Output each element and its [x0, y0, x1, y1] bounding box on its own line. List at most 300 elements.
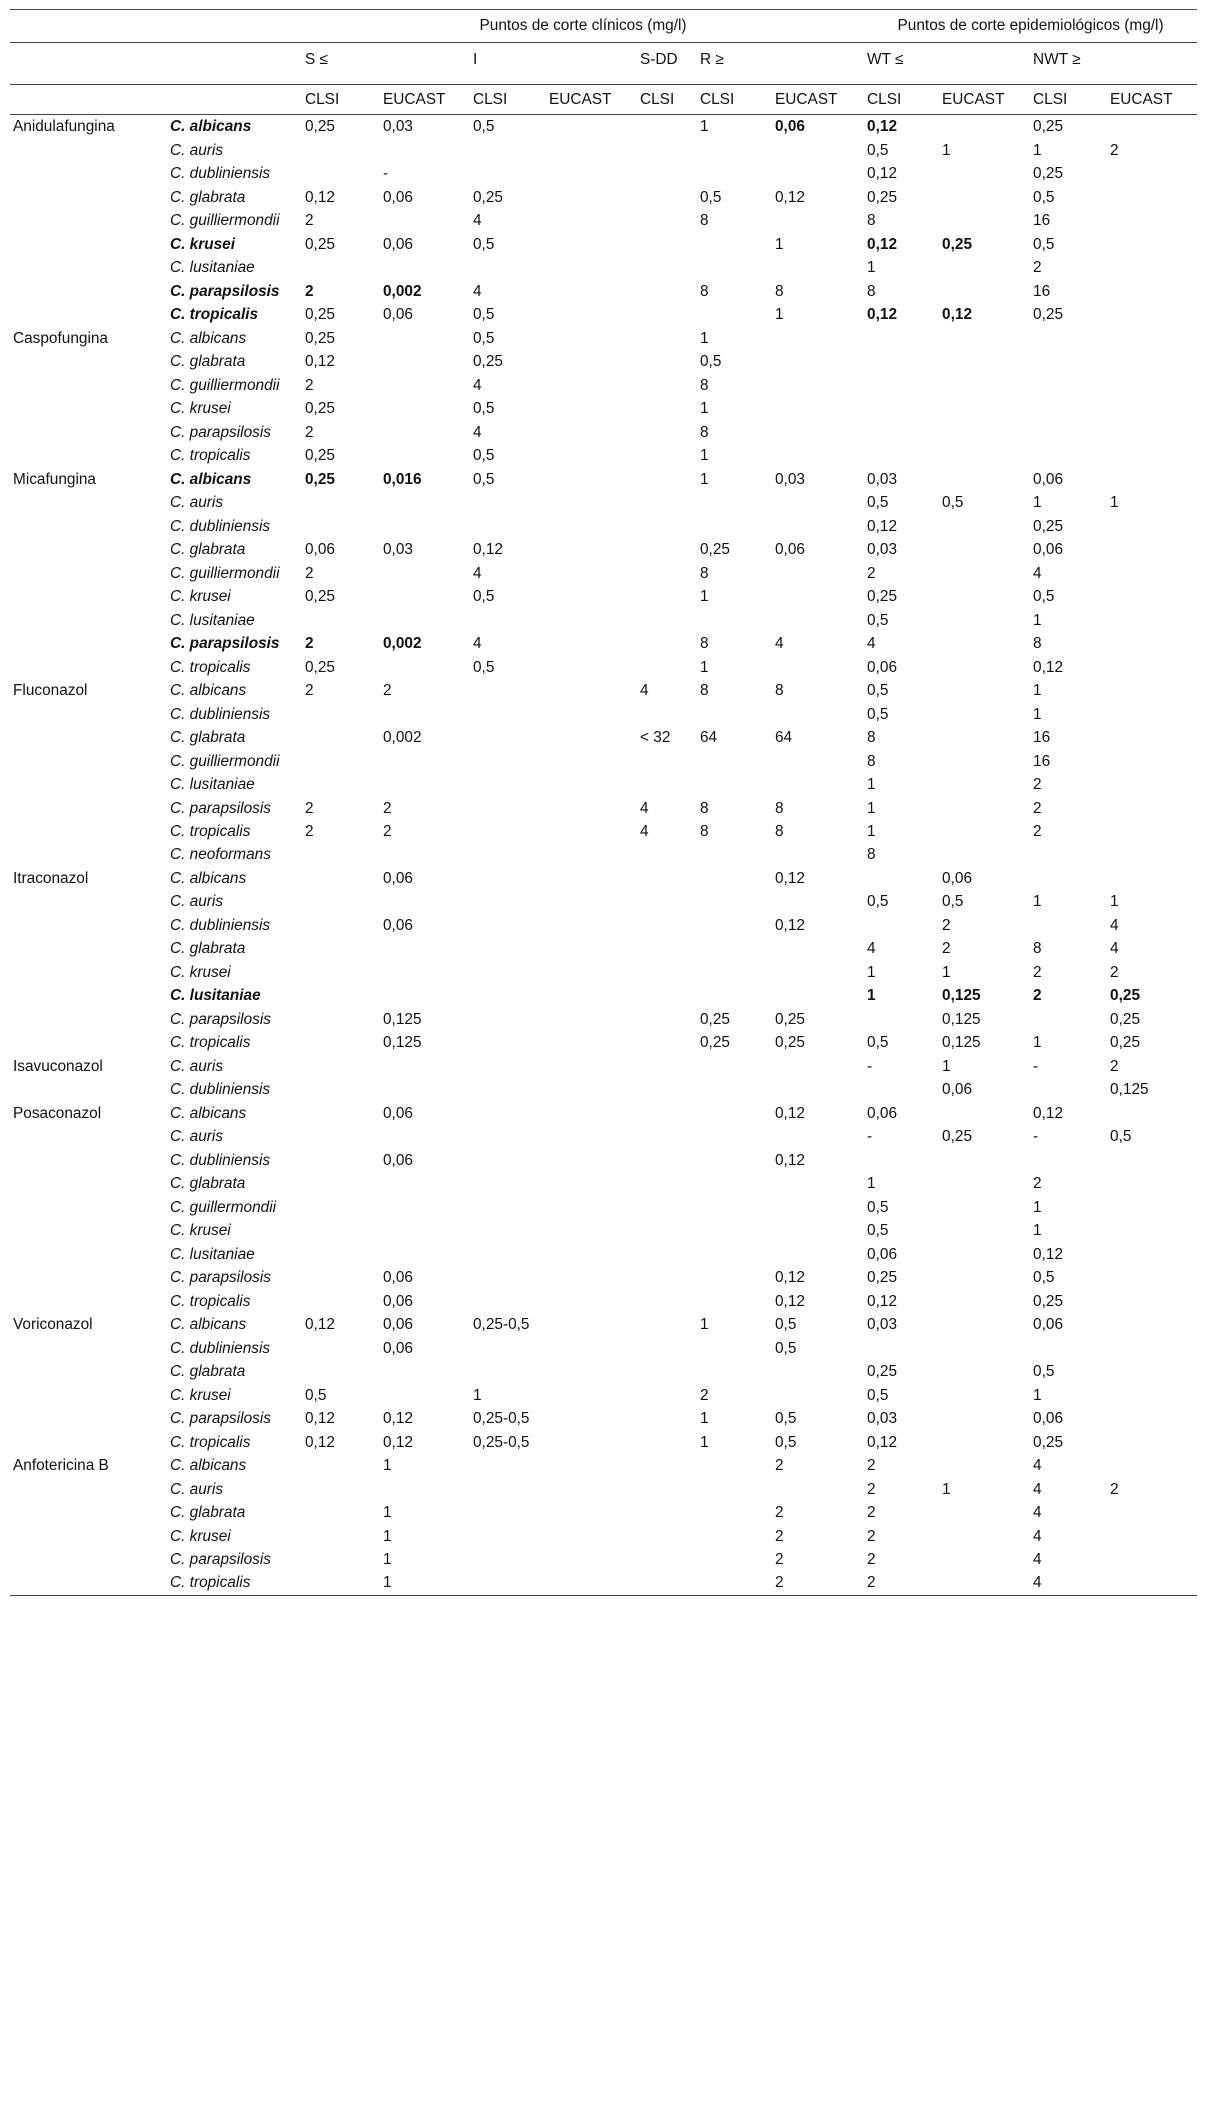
breakpoint-value: 4 [1030, 1571, 1107, 1595]
table-row [10, 867, 1197, 890]
header-lab: EUCAST [380, 84, 470, 114]
drug-name [10, 256, 167, 279]
breakpoint-value: 0,5 [867, 611, 889, 629]
drug-name: Anfotericina B [13, 1457, 109, 1475]
species-name: C. albicans [170, 682, 247, 700]
breakpoint-value [697, 1360, 772, 1383]
breakpoint-value [637, 1548, 697, 1571]
breakpoint-value [1107, 773, 1197, 796]
breakpoint-value [546, 115, 637, 139]
table-row [10, 468, 1197, 491]
breakpoint-value: 0,12 [775, 1269, 805, 1287]
table-row [10, 1431, 1197, 1454]
breakpoint-value: 2 [1110, 963, 1119, 981]
drug-name [10, 1243, 167, 1266]
breakpoint-value: 1 [867, 987, 876, 1005]
species-name: C. auris [170, 141, 224, 159]
breakpoint-value [302, 1571, 380, 1595]
breakpoint-value [546, 632, 637, 655]
table-row [10, 656, 1197, 679]
table-row [10, 397, 1197, 420]
breakpoint-value: 1 [700, 1433, 709, 1451]
breakpoint-value [939, 1149, 1030, 1172]
breakpoint-value: 0,5 [867, 1034, 889, 1052]
breakpoint-value [470, 139, 546, 162]
breakpoint-value: 0,25 [867, 1363, 898, 1381]
breakpoint-value: 2 [775, 1504, 784, 1522]
breakpoint-value [1107, 233, 1197, 256]
breakpoint-value [380, 209, 470, 232]
breakpoint-value: 0,125 [383, 1010, 422, 1028]
breakpoint-value: 0,12 [383, 1433, 413, 1451]
breakpoint-value [380, 491, 470, 514]
breakpoint-value [697, 162, 772, 185]
header-row-categories [10, 43, 1197, 84]
breakpoint-value: 0,125 [942, 1010, 981, 1028]
species-name: C. guilliermondii [170, 212, 280, 230]
species-name: C. parapsilosis [170, 423, 271, 441]
breakpoint-value [470, 1525, 546, 1548]
breakpoint-value [302, 843, 380, 866]
breakpoint-value: 2 [1033, 963, 1042, 981]
breakpoint-value: 1 [700, 400, 709, 418]
table-row [10, 1266, 1197, 1289]
breakpoint-value [470, 703, 546, 726]
breakpoint-value [939, 1243, 1030, 1266]
drug-name [10, 1525, 167, 1548]
breakpoint-value [697, 843, 772, 866]
breakpoint-value [546, 679, 637, 702]
breakpoint-value: 0,5 [775, 1410, 797, 1428]
breakpoint-value: 0,5 [867, 1198, 889, 1216]
species-name: C. glabrata [170, 541, 246, 559]
table-row [10, 750, 1197, 773]
breakpoint-value [302, 1525, 380, 1548]
breakpoint-value: 0,5 [1033, 188, 1055, 206]
breakpoint-value [546, 843, 637, 866]
breakpoint-value [302, 162, 380, 185]
species-name: C. guilliermondii [170, 564, 280, 582]
breakpoint-value [546, 256, 637, 279]
breakpoint-value [546, 1384, 637, 1407]
table-row [10, 1102, 1197, 1125]
breakpoint-value: 0,06 [383, 188, 413, 206]
breakpoint-value [637, 1172, 697, 1195]
breakpoint-value [697, 1149, 772, 1172]
breakpoint-value [697, 1078, 772, 1101]
breakpoint-value [637, 444, 697, 467]
breakpoint-value [546, 1266, 637, 1289]
breakpoint-value [637, 890, 697, 913]
breakpoint-value: 0,12 [775, 1292, 805, 1310]
breakpoint-value [637, 397, 697, 420]
breakpoint-value [697, 703, 772, 726]
species-name: C. parapsilosis [170, 1269, 271, 1287]
drug-name [10, 773, 167, 796]
breakpoint-value [697, 1266, 772, 1289]
breakpoint-value: 8 [700, 564, 709, 582]
drug-name [10, 162, 167, 185]
drug-name [10, 397, 167, 420]
breakpoint-value [1107, 1313, 1197, 1336]
breakpoint-value [1030, 1008, 1107, 1031]
table-row [10, 444, 1197, 467]
breakpoint-value [302, 1125, 380, 1148]
breakpoint-value: 0,25 [867, 588, 898, 606]
breakpoint-value: 0,25 [305, 658, 335, 676]
breakpoint-value [302, 961, 380, 984]
breakpoint-value: 0,125 [942, 1034, 981, 1052]
breakpoint-value [697, 609, 772, 632]
breakpoint-value [772, 750, 864, 773]
breakpoint-value [546, 139, 637, 162]
breakpoint-value: 1 [1033, 611, 1042, 629]
species-name: C. tropicalis [170, 1292, 251, 1310]
drug-name [10, 609, 167, 632]
drug-name: Voriconazol [13, 1316, 93, 1334]
breakpoint-value [1107, 1219, 1197, 1242]
breakpoint-value [1107, 1337, 1197, 1360]
breakpoint-value: 2 [775, 1457, 784, 1475]
breakpoint-value: 0,002 [383, 282, 422, 300]
table-row [10, 562, 1197, 585]
breakpoint-value: 0,06 [942, 869, 973, 887]
breakpoint-value [546, 1102, 637, 1125]
breakpoint-value: 8 [775, 799, 784, 817]
table-row [10, 703, 1197, 726]
header-lab: CLSI [637, 84, 697, 114]
breakpoint-value: 4 [640, 682, 649, 700]
breakpoint-value [772, 139, 864, 162]
breakpoint-value [380, 1384, 470, 1407]
breakpoint-value: 0,25 [700, 541, 730, 559]
breakpoint-value [697, 867, 772, 890]
table-row [10, 115, 1197, 139]
breakpoint-value [939, 1196, 1030, 1219]
breakpoint-value [939, 256, 1030, 279]
breakpoint-value: 4 [1110, 940, 1119, 958]
table-body [10, 115, 1197, 1596]
breakpoint-value [546, 984, 637, 1007]
breakpoint-value [380, 1478, 470, 1501]
breakpoint-value [1107, 585, 1197, 608]
breakpoint-value: 0,5 [1033, 588, 1055, 606]
breakpoint-value [380, 350, 470, 373]
breakpoint-value: 1 [1110, 893, 1119, 911]
breakpoint-value [772, 773, 864, 796]
breakpoint-value: 0,03 [775, 470, 805, 488]
breakpoint-value: 0,5 [473, 118, 495, 136]
species-name: C. parapsilosis [170, 635, 280, 653]
breakpoint-value [637, 609, 697, 632]
breakpoint-value [637, 1078, 697, 1101]
table-row [10, 1172, 1197, 1195]
breakpoint-value [637, 1290, 697, 1313]
breakpoint-value: 64 [775, 729, 793, 747]
breakpoint-value: 0,5 [775, 1339, 797, 1357]
drug-name [10, 421, 167, 444]
breakpoint-value: 0,06 [1033, 1316, 1064, 1334]
breakpoint-value [302, 773, 380, 796]
breakpoint-value [1107, 256, 1197, 279]
breakpoint-value: 0,06 [383, 869, 413, 887]
breakpoint-value [302, 1172, 380, 1195]
breakpoint-value [939, 209, 1030, 232]
breakpoint-value: - [383, 165, 389, 183]
breakpoint-value [1107, 1571, 1197, 1595]
breakpoint-value: 2 [383, 682, 392, 700]
breakpoint-value [939, 444, 1030, 467]
breakpoint-value: 0,5 [473, 658, 495, 676]
breakpoint-value [939, 421, 1030, 444]
breakpoint-value: 2 [867, 1551, 876, 1568]
breakpoint-value [380, 703, 470, 726]
breakpoint-value [637, 303, 697, 326]
drug-name [10, 303, 167, 326]
breakpoint-value: 1 [775, 235, 784, 253]
breakpoint-value [939, 656, 1030, 679]
breakpoint-value: 4 [1033, 1504, 1042, 1522]
breakpoint-value [637, 1384, 697, 1407]
species-name: C. tropicalis [170, 447, 251, 465]
drug-name [10, 233, 167, 256]
breakpoint-value [772, 585, 864, 608]
table-row [10, 1078, 1197, 1101]
breakpoint-value [1107, 421, 1197, 444]
breakpoint-value [302, 1102, 380, 1125]
breakpoint-value [470, 820, 546, 843]
breakpoint-value: 0,06 [775, 541, 805, 559]
drug-name [10, 444, 167, 467]
table-row [10, 914, 1197, 937]
table-row [10, 1454, 1197, 1477]
breakpoints-table [10, 9, 1197, 1596]
breakpoint-value: 4 [473, 564, 482, 582]
table-row [10, 1478, 1197, 1501]
breakpoint-value [302, 1031, 380, 1054]
species-name: C. glabrata [170, 729, 246, 747]
breakpoint-value [546, 867, 637, 890]
breakpoint-value [864, 397, 939, 420]
breakpoint-value: 2 [1033, 822, 1042, 840]
breakpoint-value: 0,25 [1033, 1433, 1064, 1451]
drug-name [10, 703, 167, 726]
breakpoint-value [546, 1172, 637, 1195]
breakpoint-value [546, 937, 637, 960]
breakpoint-value: - [867, 1057, 873, 1075]
breakpoint-value: 2 [305, 376, 314, 394]
breakpoint-value: 2 [305, 635, 314, 653]
breakpoint-value [546, 609, 637, 632]
table-row [10, 679, 1197, 702]
breakpoint-value [302, 1454, 380, 1477]
breakpoint-value [470, 1125, 546, 1148]
breakpoint-value [939, 1337, 1030, 1360]
breakpoint-value [637, 656, 697, 679]
breakpoint-value: 4 [473, 282, 482, 300]
drug-name [10, 656, 167, 679]
breakpoint-value: 0,016 [383, 470, 422, 488]
breakpoint-value: 1 [1033, 141, 1042, 159]
breakpoint-value [772, 374, 864, 397]
drug-name [10, 890, 167, 913]
table-row [10, 491, 1197, 514]
breakpoint-value: 0,5 [867, 1386, 889, 1404]
breakpoint-value [697, 1172, 772, 1195]
table-row [10, 1384, 1197, 1407]
breakpoint-value: 8 [1033, 940, 1042, 958]
breakpoint-value [1030, 1078, 1107, 1101]
breakpoint-value [470, 609, 546, 632]
breakpoint-value: 0,25 [775, 1034, 805, 1052]
breakpoint-value [1107, 1196, 1197, 1219]
header-lab: EUCAST [939, 84, 1030, 114]
breakpoint-value [637, 937, 697, 960]
breakpoint-value: 4 [775, 635, 784, 653]
breakpoint-value [1107, 468, 1197, 491]
breakpoint-value: 8 [867, 752, 876, 770]
breakpoint-value: - [867, 1128, 873, 1146]
breakpoint-value [772, 444, 864, 467]
species-name: C. krusei [170, 588, 231, 606]
breakpoint-value [470, 1454, 546, 1477]
breakpoint-value: 1 [383, 1527, 392, 1545]
breakpoint-value: 0,5 [942, 893, 964, 911]
breakpoint-value [302, 1219, 380, 1242]
breakpoint-value [864, 1008, 939, 1031]
breakpoint-value [1107, 679, 1197, 702]
breakpoint-value: 0,12 [775, 916, 805, 934]
breakpoint-value [697, 1125, 772, 1148]
breakpoint-value: 0,5 [867, 141, 889, 159]
drug-name [10, 750, 167, 773]
table-row [10, 1337, 1197, 1360]
species-name: C. krusei [170, 1386, 231, 1404]
breakpoint-value [864, 914, 939, 937]
breakpoint-value: 0,06 [383, 1339, 413, 1357]
breakpoint-value: 0,25 [1110, 1034, 1141, 1052]
breakpoint-value [1107, 1290, 1197, 1313]
breakpoint-value [637, 773, 697, 796]
breakpoint-value [1030, 421, 1107, 444]
breakpoint-value [546, 1078, 637, 1101]
breakpoint-value: 1 [942, 1057, 951, 1075]
species-name: C. krusei [170, 1222, 231, 1240]
breakpoint-value [470, 890, 546, 913]
breakpoint-value [939, 1454, 1030, 1477]
breakpoint-value [1107, 632, 1197, 655]
breakpoint-value: 0,5 [700, 188, 722, 206]
breakpoint-value [939, 820, 1030, 843]
breakpoint-value: 1 [700, 1410, 709, 1428]
breakpoint-value [772, 350, 864, 373]
table-row [10, 726, 1197, 749]
breakpoint-value [470, 1337, 546, 1360]
breakpoint-value [546, 773, 637, 796]
breakpoint-value [546, 209, 637, 232]
table-row [10, 820, 1197, 843]
breakpoint-value [380, 515, 470, 538]
breakpoint-value [470, 1172, 546, 1195]
breakpoint-value [864, 444, 939, 467]
breakpoint-value [470, 914, 546, 937]
breakpoint-value: 0,12 [383, 1410, 413, 1428]
species-name: C. lusitaniae [170, 776, 255, 794]
breakpoint-value [470, 1008, 546, 1031]
header-lab: CLSI [697, 84, 772, 114]
breakpoint-value [546, 1243, 637, 1266]
breakpoint-value: - [1033, 1057, 1039, 1075]
header-lab: EUCAST [546, 84, 637, 114]
table-row [10, 538, 1197, 561]
breakpoint-value [697, 139, 772, 162]
table-row [10, 1548, 1197, 1571]
breakpoint-value: 2 [864, 1571, 939, 1595]
breakpoint-value [546, 750, 637, 773]
species-name: C. guilliermondii [170, 752, 280, 770]
breakpoint-value [697, 890, 772, 913]
header-epidemiological-breakpoints: Puntos de corte epidemiológicos (mg/l) [864, 10, 1197, 43]
breakpoint-value [546, 1219, 637, 1242]
breakpoint-value: 0,06 [383, 235, 413, 253]
breakpoint-value [546, 890, 637, 913]
species-name: C. parapsilosis [170, 1551, 271, 1568]
breakpoint-value: 0,03 [867, 1316, 898, 1334]
species-name: C. dubliniensis [170, 1339, 271, 1357]
breakpoint-value [637, 515, 697, 538]
table-row [10, 350, 1197, 373]
breakpoint-value [470, 1548, 546, 1571]
breakpoint-value: 1 [700, 1316, 709, 1334]
breakpoint-value [302, 1078, 380, 1101]
breakpoint-value: 0,25 [305, 400, 335, 418]
species-name: C. auris [170, 1128, 224, 1146]
breakpoint-value [546, 585, 637, 608]
breakpoint-value: 4 [473, 212, 482, 230]
breakpoint-value: 0,5 [942, 494, 964, 512]
breakpoint-value [1107, 656, 1197, 679]
breakpoint-value [697, 1196, 772, 1219]
breakpoint-value [637, 562, 697, 585]
breakpoint-value: 1 [700, 329, 709, 347]
breakpoint-value: 0,5 [473, 447, 495, 465]
breakpoint-value [546, 1149, 637, 1172]
drug-name [10, 1384, 167, 1407]
breakpoint-value [939, 1219, 1030, 1242]
breakpoint-value [470, 491, 546, 514]
breakpoint-value: 8 [700, 635, 709, 653]
breakpoint-value [302, 515, 380, 538]
breakpoint-value [1107, 609, 1197, 632]
drug-name [10, 820, 167, 843]
breakpoint-value [697, 1478, 772, 1501]
breakpoint-value: 8 [700, 282, 709, 300]
breakpoint-value: 1 [942, 1480, 951, 1498]
breakpoint-value [380, 444, 470, 467]
header-resistant: R ≥ [697, 43, 864, 84]
breakpoint-value [302, 1243, 380, 1266]
table-row [10, 233, 1197, 256]
breakpoint-value: 0,25 [700, 1034, 730, 1052]
breakpoint-value: 0,03 [383, 118, 413, 136]
breakpoint-value: 0,5 [1033, 235, 1055, 253]
breakpoint-value [380, 984, 470, 1007]
breakpoint-value: 2 [775, 1527, 784, 1545]
breakpoint-value [546, 186, 637, 209]
species-name: C. lusitaniae [170, 987, 261, 1005]
breakpoint-value: 8 [700, 799, 709, 817]
breakpoint-value [772, 397, 864, 420]
